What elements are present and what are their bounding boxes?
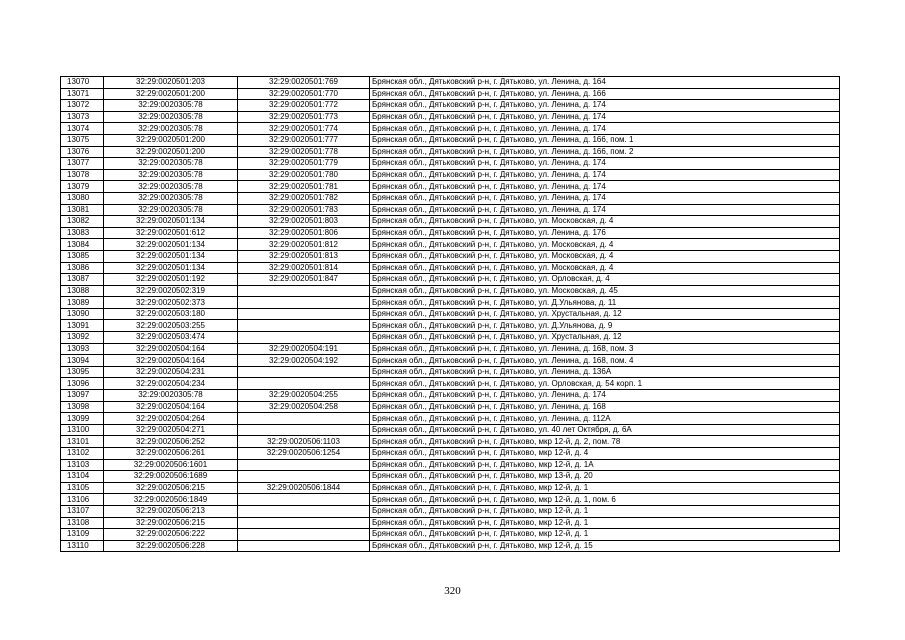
- address-cell: Брянская обл., Дятьковский р-н, г. Дятьково, ул. Ленина, д. 166: [370, 88, 840, 100]
- related-cadastral-number-cell: 32:29:0020501:814: [238, 262, 370, 274]
- related-cadastral-number-cell: [238, 320, 370, 332]
- address-cell: Брянская обл., Дятьковский р-н, г. Дятьково, ул. Ленина, д. 166, пом. 2: [370, 146, 840, 158]
- address-cell: Брянская обл., Дятьковский р-н, г. Дятьково, ул. Д.Ульянова, д. 11: [370, 297, 840, 309]
- table-row: [61, 320, 840, 332]
- related-cadastral-number-cell: 32:29:0020501:781: [238, 181, 370, 193]
- address-cell: Брянская обл., Дятьковский р-н, г. Дятьково, ул. Ленина, д. 174: [370, 100, 840, 112]
- cadastral-number-cell: 32:29:0020506:222: [104, 529, 238, 541]
- row-number-cell: 13072: [61, 100, 104, 112]
- table-row: [61, 471, 840, 483]
- address-cell: Брянская обл., Дятьковский р-н, г. Дятьково, ул. Московская, д. 4: [370, 239, 840, 251]
- related-cadastral-number-cell: 32:29:0020501:773: [238, 111, 370, 123]
- table-row: [61, 181, 840, 193]
- related-cadastral-number-cell: 32:29:0020501:812: [238, 239, 370, 251]
- row-number-cell: 13086: [61, 262, 104, 274]
- related-cadastral-number-cell: 32:29:0020504:192: [238, 355, 370, 367]
- cadastral-number-cell: 32:29:0020504:264: [104, 413, 238, 425]
- related-cadastral-number-cell: [238, 517, 370, 529]
- row-number-cell: 13075: [61, 134, 104, 146]
- related-cadastral-number-cell: [238, 285, 370, 297]
- cadastral-number-cell: 32:29:0020506:215: [104, 517, 238, 529]
- cadastral-number-cell: 32:29:0020503:255: [104, 320, 238, 332]
- row-number-cell: 13104: [61, 471, 104, 483]
- cadastral-number-cell: 32:29:0020504:271: [104, 424, 238, 436]
- row-number-cell: 13071: [61, 88, 104, 100]
- cadastral-number-cell: 32:29:0020305:78: [104, 192, 238, 204]
- table-row: [61, 401, 840, 413]
- row-number-cell: 13099: [61, 413, 104, 425]
- table-row: [61, 505, 840, 517]
- table-row: [61, 158, 840, 170]
- cadastral-number-cell: 32:29:0020504:234: [104, 378, 238, 390]
- address-cell: Брянская обл., Дятьковский р-н, г. Дятьково, ул. Ленина, д. 174: [370, 204, 840, 216]
- cadastral-number-cell: 32:29:0020502:319: [104, 285, 238, 297]
- row-number-cell: 13093: [61, 343, 104, 355]
- table-row: [61, 204, 840, 216]
- cadastral-number-cell: 32:29:0020503:180: [104, 308, 238, 320]
- row-number-cell: 13070: [61, 77, 104, 89]
- table-row: [61, 448, 840, 460]
- address-cell: Брянская обл., Дятьковский р-н, г. Дятьково, ул. Ленина, д. 174: [370, 123, 840, 135]
- row-number-cell: 13087: [61, 274, 104, 286]
- cadastral-number-cell: 32:29:0020506:228: [104, 540, 238, 552]
- address-cell: Брянская обл., Дятьковский р-н, г. Дятьково, мкр 12-й, д. 1: [370, 505, 840, 517]
- related-cadastral-number-cell: 32:29:0020501:774: [238, 123, 370, 135]
- row-number-cell: 13080: [61, 192, 104, 204]
- table-row: [61, 100, 840, 112]
- table-row: [61, 227, 840, 239]
- address-cell: Брянская обл., Дятьковский р-н, г. Дятьково, ул. Московская, д. 4: [370, 250, 840, 262]
- address-cell: Брянская обл., Дятьковский р-н, г. Дятьково, мкр 12-й, д. 1А: [370, 459, 840, 471]
- table-row: [61, 192, 840, 204]
- related-cadastral-number-cell: [238, 424, 370, 436]
- address-cell: Брянская обл., Дятьковский р-н, г. Дятьково, ул. Ленина, д. 174: [370, 390, 840, 402]
- address-cell: Брянская обл., Дятьковский р-н, г. Дятьково, мкр 12-й, д. 1, пом. 6: [370, 494, 840, 506]
- address-cell: Брянская обл., Дятьковский р-н, г. Дятьково, ул. 40 лет Октября, д. 6А: [370, 424, 840, 436]
- cadastral-number-cell: 32:29:0020305:78: [104, 123, 238, 135]
- related-cadastral-number-cell: [238, 378, 370, 390]
- cadastral-number-cell: 32:29:0020506:215: [104, 482, 238, 494]
- cadastral-number-cell: 32:29:0020501:200: [104, 88, 238, 100]
- row-number-cell: 13085: [61, 250, 104, 262]
- table-row: [61, 494, 840, 506]
- related-cadastral-number-cell: [238, 471, 370, 483]
- cadastral-number-cell: 32:29:0020506:261: [104, 448, 238, 460]
- cadastral-number-cell: 32:29:0020504:231: [104, 366, 238, 378]
- table-row: [61, 88, 840, 100]
- table-row: [61, 390, 840, 402]
- related-cadastral-number-cell: [238, 529, 370, 541]
- cadastral-number-cell: 32:29:0020305:78: [104, 158, 238, 170]
- address-cell: Брянская обл., Дятьковский р-н, г. Дятьково, ул. Ленина, д. 136А: [370, 366, 840, 378]
- cadastral-number-cell: 32:29:0020501:200: [104, 134, 238, 146]
- related-cadastral-number-cell: 32:29:0020506:1103: [238, 436, 370, 448]
- row-number-cell: 13103: [61, 459, 104, 471]
- cadastral-number-cell: 32:29:0020506:1689: [104, 471, 238, 483]
- address-cell: Брянская обл., Дятьковский р-н, г. Дятьково, ул. Московская, д. 45: [370, 285, 840, 297]
- row-number-cell: 13102: [61, 448, 104, 460]
- table-row: [61, 123, 840, 135]
- table-row: [61, 482, 840, 494]
- address-cell: Брянская обл., Дятьковский р-н, г. Дятьково, мкр 12-й, д. 2, пом. 78: [370, 436, 840, 448]
- cadastral-number-cell: 32:29:0020305:78: [104, 111, 238, 123]
- related-cadastral-number-cell: 32:29:0020504:191: [238, 343, 370, 355]
- related-cadastral-number-cell: 32:29:0020501:777: [238, 134, 370, 146]
- address-cell: Брянская обл., Дятьковский р-н, г. Дятьково, мкр 12-й, д. 1: [370, 517, 840, 529]
- cadastral-number-cell: 32:29:0020504:164: [104, 401, 238, 413]
- cadastral-number-cell: 32:29:0020305:78: [104, 100, 238, 112]
- related-cadastral-number-cell: 32:29:0020501:779: [238, 158, 370, 170]
- address-cell: Брянская обл., Дятьковский р-н, г. Дятьково, ул. Ленина, д. 174: [370, 192, 840, 204]
- row-number-cell: 13095: [61, 366, 104, 378]
- address-cell: Брянская обл., Дятьковский р-н, г. Дятьково, ул. Хрустальная, д. 12: [370, 332, 840, 344]
- row-number-cell: 13082: [61, 216, 104, 228]
- table-row: [61, 424, 840, 436]
- cadastral-number-cell: 32:29:0020506:1849: [104, 494, 238, 506]
- table-row: [61, 343, 840, 355]
- related-cadastral-number-cell: 32:29:0020506:1254: [238, 448, 370, 460]
- cadastral-number-cell: 32:29:0020305:78: [104, 204, 238, 216]
- address-cell: Брянская обл., Дятьковский р-н, г. Дятьково, ул. Ленина, д. 168, пом. 3: [370, 343, 840, 355]
- cadastral-number-cell: 32:29:0020506:252: [104, 436, 238, 448]
- cadastral-number-cell: 32:29:0020305:78: [104, 169, 238, 181]
- related-cadastral-number-cell: [238, 332, 370, 344]
- row-number-cell: 13107: [61, 505, 104, 517]
- table-row: [61, 285, 840, 297]
- related-cadastral-number-cell: [238, 366, 370, 378]
- address-cell: Брянская обл., Дятьковский р-н, г. Дятьково, ул. Орловская, д. 54 корп. 1: [370, 378, 840, 390]
- cadastral-number-cell: 32:29:0020501:203: [104, 77, 238, 89]
- table-row: [61, 308, 840, 320]
- row-number-cell: 13089: [61, 297, 104, 309]
- related-cadastral-number-cell: 32:29:0020501:813: [238, 250, 370, 262]
- related-cadastral-number-cell: [238, 540, 370, 552]
- related-cadastral-number-cell: 32:29:0020501:847: [238, 274, 370, 286]
- row-number-cell: 13092: [61, 332, 104, 344]
- table-row: [61, 134, 840, 146]
- cadastral-number-cell: 32:29:0020504:164: [104, 343, 238, 355]
- row-number-cell: 13109: [61, 529, 104, 541]
- address-cell: Брянская обл., Дятьковский р-н, г. Дятьково, мкр 12-й, д. 4: [370, 448, 840, 460]
- row-number-cell: 13084: [61, 239, 104, 251]
- related-cadastral-number-cell: [238, 308, 370, 320]
- address-cell: Брянская обл., Дятьковский р-н, г. Дятьково, ул. Хрустальная, д. 12: [370, 308, 840, 320]
- address-cell: Брянская обл., Дятьковский р-н, г. Дятьково, ул. Московская, д. 4: [370, 262, 840, 274]
- row-number-cell: 13098: [61, 401, 104, 413]
- address-cell: Брянская обл., Дятьковский р-н, г. Дятьково, ул. Ленина, д. 176: [370, 227, 840, 239]
- cadastral-number-cell: 32:29:0020501:134: [104, 262, 238, 274]
- row-number-cell: 13108: [61, 517, 104, 529]
- row-number-cell: 13090: [61, 308, 104, 320]
- related-cadastral-number-cell: 32:29:0020501:806: [238, 227, 370, 239]
- table-row: [61, 146, 840, 158]
- related-cadastral-number-cell: 32:29:0020501:803: [238, 216, 370, 228]
- related-cadastral-number-cell: [238, 459, 370, 471]
- related-cadastral-number-cell: 32:29:0020506:1844: [238, 482, 370, 494]
- related-cadastral-number-cell: 32:29:0020501:770: [238, 88, 370, 100]
- table-row: [61, 332, 840, 344]
- table-row: [61, 529, 840, 541]
- cadastral-number-cell: 32:29:0020506:213: [104, 505, 238, 517]
- table-row: [61, 111, 840, 123]
- related-cadastral-number-cell: 32:29:0020501:782: [238, 192, 370, 204]
- table-row: [61, 169, 840, 181]
- row-number-cell: 13076: [61, 146, 104, 158]
- row-number-cell: 13100: [61, 424, 104, 436]
- related-cadastral-number-cell: 32:29:0020501:769: [238, 77, 370, 89]
- row-number-cell: 13094: [61, 355, 104, 367]
- address-cell: Брянская обл., Дятьковский р-н, г. Дятьково, ул. Ленина, д. 168: [370, 401, 840, 413]
- row-number-cell: 13097: [61, 390, 104, 402]
- address-cell: Брянская обл., Дятьковский р-н, г. Дятьково, ул. Ленина, д. 164: [370, 77, 840, 89]
- row-number-cell: 13077: [61, 158, 104, 170]
- row-number-cell: 13088: [61, 285, 104, 297]
- table-row: [61, 262, 840, 274]
- address-cell: Брянская обл., Дятьковский р-н, г. Дятьково, ул. Орловская, д. 4: [370, 274, 840, 286]
- address-cell: Брянская обл., Дятьковский р-н, г. Дятьково, ул. Ленина, д. 168, пом. 4: [370, 355, 840, 367]
- cadastral-number-cell: 32:29:0020501:134: [104, 216, 238, 228]
- table-body: [61, 77, 840, 552]
- related-cadastral-number-cell: 32:29:0020501:772: [238, 100, 370, 112]
- address-cell: Брянская обл., Дятьковский р-н, г. Дятьково, ул. Ленина, д. 174: [370, 169, 840, 181]
- row-number-cell: 13106: [61, 494, 104, 506]
- row-number-cell: 13074: [61, 123, 104, 135]
- table-row: [61, 378, 840, 390]
- address-cell: Брянская обл., Дятьковский р-н, г. Дятьково, ул. Ленина, д. 174: [370, 181, 840, 193]
- table-row: [61, 366, 840, 378]
- row-number-cell: 13091: [61, 320, 104, 332]
- related-cadastral-number-cell: 32:29:0020501:778: [238, 146, 370, 158]
- related-cadastral-number-cell: [238, 494, 370, 506]
- cadastral-number-cell: 32:29:0020305:78: [104, 390, 238, 402]
- row-number-cell: 13105: [61, 482, 104, 494]
- cadastral-number-cell: 32:29:0020504:164: [104, 355, 238, 367]
- row-number-cell: 13083: [61, 227, 104, 239]
- table-row: [61, 250, 840, 262]
- row-number-cell: 13101: [61, 436, 104, 448]
- related-cadastral-number-cell: [238, 505, 370, 517]
- cadastral-number-cell: 32:29:0020501:200: [104, 146, 238, 158]
- address-cell: Брянская обл., Дятьковский р-н, г. Дятьково, мкр 13-й, д. 20: [370, 471, 840, 483]
- table-row: [61, 517, 840, 529]
- related-cadastral-number-cell: 32:29:0020504:258: [238, 401, 370, 413]
- row-number-cell: 13096: [61, 378, 104, 390]
- cadastral-number-cell: 32:29:0020501:134: [104, 239, 238, 251]
- table-row: [61, 355, 840, 367]
- table-row: [61, 274, 840, 286]
- table-row: [61, 436, 840, 448]
- address-cell: Брянская обл., Дятьковский р-н, г. Дятьково, мкр 12-й, д. 15: [370, 540, 840, 552]
- address-cell: Брянская обл., Дятьковский р-н, г. Дятьково, ул. Ленина, д. 112А: [370, 413, 840, 425]
- address-cell: Брянская обл., Дятьковский р-н, г. Дятьково, ул. Ленина, д. 166, пом. 1: [370, 134, 840, 146]
- row-number-cell: 13081: [61, 204, 104, 216]
- address-cell: Брянская обл., Дятьковский р-н, г. Дятьково, мкр 12-й, д. 1: [370, 482, 840, 494]
- cadastral-number-cell: 32:29:0020502:373: [104, 297, 238, 309]
- address-cell: Брянская обл., Дятьковский р-н, г. Дятьково, мкр 12-й, д. 1: [370, 529, 840, 541]
- cadastral-table: [60, 76, 840, 552]
- row-number-cell: 13073: [61, 111, 104, 123]
- table-row: [61, 297, 840, 309]
- cadastral-number-cell: 32:29:0020501:134: [104, 250, 238, 262]
- row-number-cell: 13078: [61, 169, 104, 181]
- page-number: 320: [444, 585, 461, 597]
- table-row: [61, 77, 840, 89]
- table-row: [61, 459, 840, 471]
- related-cadastral-number-cell: 32:29:0020504:255: [238, 390, 370, 402]
- cadastral-number-cell: 32:29:0020506:1601: [104, 459, 238, 471]
- related-cadastral-number-cell: 32:29:0020501:780: [238, 169, 370, 181]
- table-row: [61, 540, 840, 552]
- address-cell: Брянская обл., Дятьковский р-н, г. Дятьково, ул. Ленина, д. 174: [370, 111, 840, 123]
- related-cadastral-number-cell: [238, 297, 370, 309]
- table-row: [61, 216, 840, 228]
- cadastral-number-cell: 32:29:0020501:612: [104, 227, 238, 239]
- cadastral-number-cell: 32:29:0020305:78: [104, 181, 238, 193]
- address-cell: Брянская обл., Дятьковский р-н, г. Дятьково, ул. Московская, д. 4: [370, 216, 840, 228]
- related-cadastral-number-cell: [238, 413, 370, 425]
- cadastral-number-cell: 32:29:0020501:192: [104, 274, 238, 286]
- row-number-cell: 13079: [61, 181, 104, 193]
- address-cell: Брянская обл., Дятьковский р-н, г. Дятьково, ул. Д.Ульянова, д. 9: [370, 320, 840, 332]
- related-cadastral-number-cell: 32:29:0020501:783: [238, 204, 370, 216]
- cadastral-number-cell: 32:29:0020503:474: [104, 332, 238, 344]
- table-row: [61, 239, 840, 251]
- table-row: [61, 413, 840, 425]
- address-cell: Брянская обл., Дятьковский р-н, г. Дятьково, ул. Ленина, д. 174: [370, 158, 840, 170]
- row-number-cell: 13110: [61, 540, 104, 552]
